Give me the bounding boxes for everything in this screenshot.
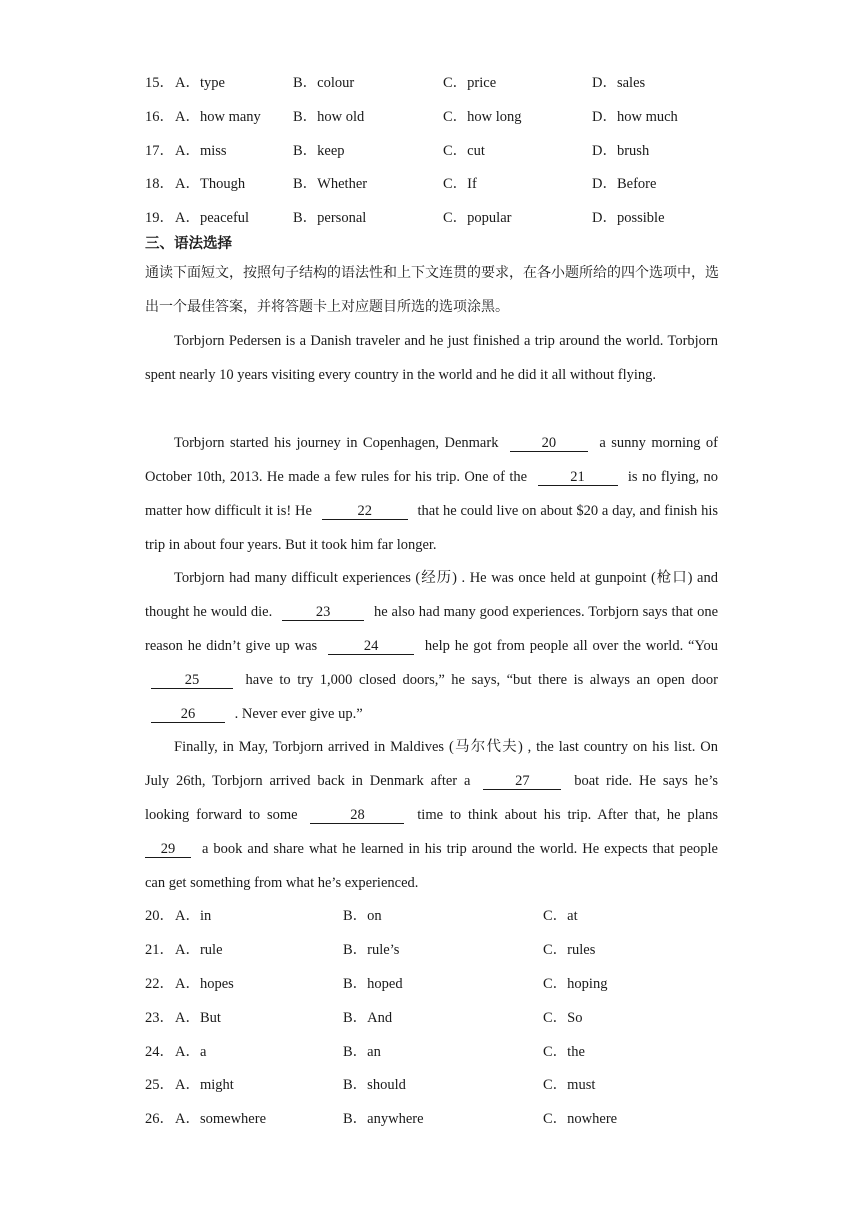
question-number: 22． bbox=[145, 976, 174, 992]
blank-27: 27 bbox=[483, 773, 561, 790]
question-number: 16． bbox=[145, 109, 174, 125]
option-c: C．nowhere bbox=[543, 1111, 618, 1127]
blank-23: 23 bbox=[282, 604, 364, 621]
question-number: 17． bbox=[145, 143, 174, 159]
option-b: B．how old bbox=[293, 109, 365, 125]
passage-text: Torbjorn had many difficult experiences (经历) . He was once held at gunpoint (枪口) and thought he would die. bbox=[145, 570, 718, 620]
question-number: 20． bbox=[145, 908, 174, 924]
passage-text: Torbjorn started his journey in Copenhagen, Denmark bbox=[174, 435, 499, 451]
section-title: 三、语法选择 bbox=[145, 236, 232, 252]
option-b: B．And bbox=[343, 1010, 393, 1026]
question-number: 23． bbox=[145, 1010, 174, 1026]
option-c: C．If bbox=[443, 176, 477, 192]
option-a: A．in bbox=[175, 908, 212, 924]
passage-text: he also had many good experiences. Torbjorn says that one reason he didn’t give up was bbox=[145, 604, 718, 654]
option-a: A．hopes bbox=[175, 976, 234, 992]
option-a: A．Though bbox=[175, 176, 246, 192]
option-b: B．should bbox=[343, 1077, 406, 1093]
question-number: 19． bbox=[145, 210, 174, 226]
option-c: C．at bbox=[543, 908, 578, 924]
option-c: C．how long bbox=[443, 109, 522, 125]
blank-22: 22 bbox=[322, 503, 408, 520]
option-c: C．popular bbox=[443, 210, 512, 226]
question-number: 25． bbox=[145, 1077, 174, 1093]
option-b: B．personal bbox=[293, 210, 367, 226]
passage-text: a book and share what he learned in his trip around the world. He expects that people can get something from what he’s experienced. bbox=[145, 841, 718, 891]
option-b: B．on bbox=[343, 908, 382, 924]
option-d: D．sales bbox=[592, 75, 646, 91]
passage-text: help he got from people all over the world. “You bbox=[424, 638, 719, 654]
option-b: B．rule’s bbox=[343, 942, 400, 958]
passage-paragraph-1: Torbjorn Pedersen is a Danish traveler and he just finished a trip around the world. Torbjorn spent nearly 10 years visiting every country in the world and he did it all without flying. bbox=[145, 333, 718, 383]
option-b: B．keep bbox=[293, 143, 345, 159]
question-number: 21． bbox=[145, 942, 174, 958]
option-c: C．hoping bbox=[543, 976, 608, 992]
option-b: B．Whether bbox=[293, 176, 368, 192]
passage-text: . Never ever give up.” bbox=[234, 706, 363, 722]
question-number: 24． bbox=[145, 1044, 174, 1060]
option-a: A．how many bbox=[175, 109, 261, 125]
option-d: D．Before bbox=[592, 176, 657, 192]
blank-20: 20 bbox=[510, 435, 588, 452]
passage-text: that he could live on about $20 a day, and finish his trip in about four years. But it took him far longer. bbox=[145, 503, 719, 553]
question-number: 26． bbox=[145, 1111, 174, 1127]
passage-text: a sunny morning of October 10th, 2013. He made a few rules for his trip. One of the bbox=[145, 435, 719, 485]
passage-text: have to try 1,000 closed doors,” he says, “but there is always an open door bbox=[245, 672, 718, 688]
option-d: D．possible bbox=[592, 210, 665, 226]
option-b: B．colour bbox=[293, 75, 355, 91]
blank-24: 24 bbox=[328, 638, 414, 655]
question-number: 18． bbox=[145, 176, 174, 192]
option-d: D．brush bbox=[592, 143, 650, 159]
passage-text: Finally, in May, Torbjorn arrived in Maldives (马尔代夫) , the last country on his list. On July 26th, Torbjorn arrived back in Denmark after a bbox=[145, 739, 718, 789]
section-instructions: 通读下面短文，按照句子结构的语法性和上下文连贯的要求，在各小题所给的四个选项中，选出一个最佳答案，并将答题卡上对应题目所选的选项涂黑。 bbox=[145, 265, 719, 315]
option-c: C．cut bbox=[443, 143, 485, 159]
passage-text: time to think about his trip. After that, he plans bbox=[417, 807, 719, 823]
option-c: C．rules bbox=[543, 942, 596, 958]
option-a: A．might bbox=[175, 1077, 234, 1093]
option-b: B．hoped bbox=[343, 976, 403, 992]
option-c: C．price bbox=[443, 75, 497, 91]
passage-paragraph-3 bbox=[145, 561, 718, 731]
option-b: B．anywhere bbox=[343, 1111, 424, 1127]
option-b: B．an bbox=[343, 1044, 381, 1060]
blank-28: 28 bbox=[310, 807, 404, 824]
option-a: A．peaceful bbox=[175, 210, 250, 226]
option-c: C．the bbox=[543, 1044, 585, 1060]
passage-paragraph-2 bbox=[145, 426, 718, 562]
option-a: A．a bbox=[175, 1044, 207, 1060]
passage-text: boat ride. He says he’s looking forward to some bbox=[145, 773, 719, 823]
option-a: A．miss bbox=[175, 143, 227, 159]
option-a: A．But bbox=[175, 1010, 221, 1026]
option-c: C．So bbox=[543, 1010, 583, 1026]
passage-text: is no flying, no matter how difficult it is! He bbox=[145, 469, 719, 519]
question-number: 15． bbox=[145, 75, 174, 91]
option-d: D．how much bbox=[592, 109, 678, 125]
blank-21: 21 bbox=[538, 469, 618, 486]
passage-paragraph-4 bbox=[145, 730, 718, 900]
option-a: A．type bbox=[175, 75, 225, 91]
option-c: C．must bbox=[543, 1077, 596, 1093]
blank-29: 29 bbox=[145, 841, 191, 858]
blank-26: 26 bbox=[151, 706, 225, 723]
option-a: A．somewhere bbox=[175, 1111, 267, 1127]
option-a: A．rule bbox=[175, 942, 223, 958]
blank-25: 25 bbox=[151, 672, 233, 689]
